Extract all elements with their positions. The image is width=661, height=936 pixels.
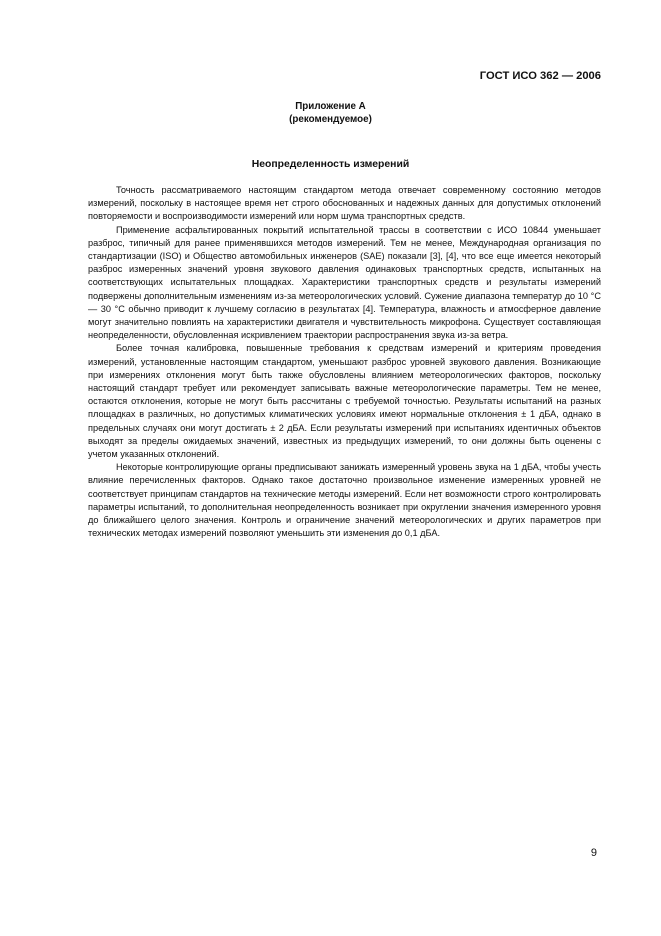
paragraph: Точность рассматриваемого настоящим стандартом метода отвечает современному состоянию методов измерений, поскольку в настоящее время нет строго обоснованных и надежных данных для допустимых отклонений повторяемости и воспроизводимости измерений или норм шума транспортных средств. xyxy=(88,185,601,222)
document-standard-header: ГОСТ ИСО 362 — 2006 xyxy=(479,70,601,82)
section-heading: Неопределенность измерений xyxy=(251,159,410,170)
body-text xyxy=(88,184,601,540)
page-number: 9 xyxy=(590,847,597,859)
annex-title: Приложение А xyxy=(295,101,366,112)
paragraph: Применение асфальтированных покрытий испытательной трассы в соответствии с ИСО 10844 уменьшает разброс, типичный для ранее применявшихся методов измерений. Тем не менее, Международная организация по стандартизации (ISO) и Общество автомобильных инженеров (SAE) показали [3], [4], что все еще имеется некоторый разброс измеренных значений уровня звукового давления одинаковых транспортных средств, испытанных на соответствующих испытательных площадках. Характеристики транспортных средств и результаты измерений подвержены дополнительным изменениям из-за метеорологических условий. Сужение диапазона температур до 10 °С — 30 °С обычно приводит к лучшему согласию в результатах [4]. Температура, влажность и атмосферное давление могут значительно повлиять на характеристики двигателя и чувствительность микрофона. Существует составляющая неопределенности, обусловленная искривлением траектории распространения звука из-за ветра. xyxy=(88,224,601,341)
paragraph: Некоторые контролирующие органы предписывают занижать измеренный уровень звука на 1 дБА, чтобы учесть влияние перечисленных факторов. Однако такое достаточно произвольное изменение измеренных уровней не соответствует принципам стандартов на технические методы измерений. Если нет возможности строго контролировать параметры испытаний, то дополнительная неопределенность возникает при округлении значения измеренного уровня до ближайшего целого значения. Контроль и ограничение значений метеорологических и других параметров при технических методах измерений позволяют уменьшить эти изменения до 0,1 дБА. xyxy=(88,462,601,539)
annex-status: (рекомендуемое) xyxy=(289,114,372,125)
annex-block xyxy=(0,100,661,126)
paragraph: Более точная калибровка, повышенные требования к средствам измерений и критериям проведения измерений, установленные настоящим стандартом, уменьшают разброс уровней звукового давления. Возникающие при измерениях отклонения могут быть также обусловлены влиянием метеорологических факторов, поскольку настоящий стандарт требует или рекомендует записывать важные метеорологические параметры. Тем не менее, остаются отклонения, которые не могут быть рассчитаны с требуемой точностью. Результаты испытаний на разных площадках в различных, но допустимых климатических условиях имеют нормальные отклонения ± 1 дБА, однако в предельных случаях они могут достигать ± 2 дБА. Если результаты измерений при испытаниях идентичных объектов выходят за пределы ожидаемых значений, известных из предыдущих измерений, то они должны быть оценены с учетом указанных отклонений. xyxy=(88,343,601,460)
